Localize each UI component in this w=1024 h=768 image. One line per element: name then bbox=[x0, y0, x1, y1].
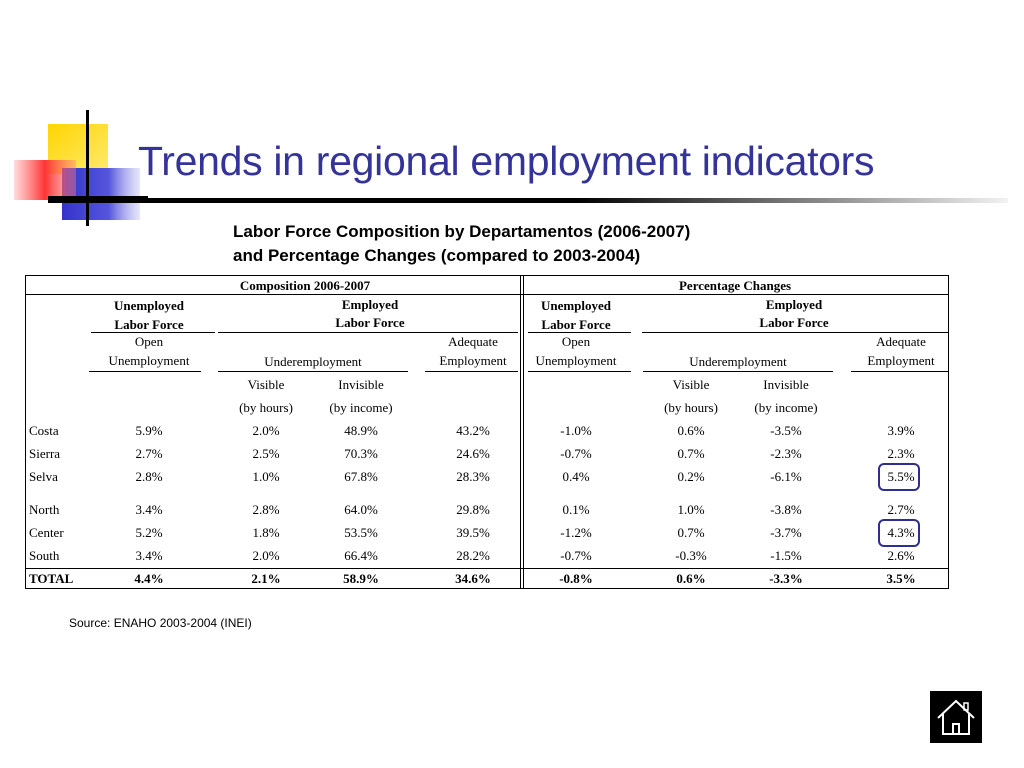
cell-value: 0.7% bbox=[677, 446, 705, 461]
header-adequate-right-2: Employment bbox=[867, 353, 935, 368]
rule-adequate-left bbox=[425, 371, 518, 372]
home-button[interactable] bbox=[930, 691, 982, 743]
section-divider-b bbox=[523, 275, 524, 589]
header-employed-left: Employed bbox=[341, 297, 399, 312]
highlight-center-adequate bbox=[878, 519, 920, 547]
cell-value: -0.7% bbox=[560, 446, 592, 461]
cell-value: -1.2% bbox=[560, 525, 592, 540]
source-note: Source: ENAHO 2003-2004 (INEI) bbox=[69, 616, 252, 630]
rule-unemployed-left bbox=[91, 332, 215, 333]
cell-value: 2.7% bbox=[135, 446, 163, 461]
cell-value: 5.9% bbox=[135, 423, 163, 438]
rule-underemployment-right bbox=[643, 371, 833, 372]
cell-value: -0.7% bbox=[560, 548, 592, 563]
cell-value: 2.8% bbox=[252, 502, 280, 517]
cell-value: -3.7% bbox=[770, 525, 802, 540]
total-value: 4.4% bbox=[134, 571, 164, 586]
table-caption-line-1: Labor Force Composition by Departamentos (2006-2007) bbox=[233, 222, 691, 241]
cell-value: -2.3% bbox=[770, 446, 802, 461]
cell-value: 43.2% bbox=[456, 423, 490, 438]
region-label: Costa bbox=[29, 423, 59, 438]
region-label: South bbox=[29, 548, 60, 563]
cell-value: 3.9% bbox=[887, 423, 915, 438]
table-border-left bbox=[25, 275, 26, 589]
section-divider-a bbox=[520, 275, 521, 589]
header-open-left-2: Unemployment bbox=[108, 353, 190, 368]
total-label: TOTAL bbox=[29, 571, 74, 586]
cell-value: 4.3% bbox=[887, 525, 915, 540]
header-employed-left-2: Labor Force bbox=[335, 315, 405, 330]
total-rule bbox=[25, 568, 949, 569]
cell-value: 1.0% bbox=[677, 502, 705, 517]
region-label: Selva bbox=[29, 469, 58, 484]
rule-unemployed-right bbox=[528, 332, 631, 333]
cell-value: 24.6% bbox=[456, 446, 490, 461]
header-unemployed-right-2: Labor Force bbox=[541, 317, 611, 332]
header-unemployed-left: Unemployed bbox=[113, 298, 185, 313]
group-header-rule bbox=[25, 294, 949, 295]
header-adequate-left: Adequate bbox=[448, 334, 498, 349]
table-border-bottom bbox=[25, 588, 949, 589]
table-caption bbox=[233, 220, 690, 268]
header-invisible-right-2: (by income) bbox=[754, 400, 818, 415]
group-header-percentage-changes: Percentage Changes bbox=[678, 278, 792, 293]
cell-value: -3.8% bbox=[770, 502, 802, 517]
logo-squares bbox=[0, 0, 150, 240]
header-underemployment-left: Underemployment bbox=[264, 354, 362, 369]
region-label: Sierra bbox=[29, 446, 61, 461]
total-value: -3.3% bbox=[769, 571, 803, 586]
total-value: 2.1% bbox=[251, 571, 281, 586]
cell-value: 0.4% bbox=[562, 469, 590, 484]
header-open-left: Open bbox=[134, 334, 164, 349]
cell-value: 29.8% bbox=[456, 502, 490, 517]
header-invisible-left: Invisible bbox=[338, 377, 384, 392]
rule-open-left bbox=[89, 371, 201, 372]
header-unemployed-left-2: Labor Force bbox=[114, 317, 184, 332]
cell-value: 3.4% bbox=[135, 548, 163, 563]
cell-value: 0.2% bbox=[677, 469, 705, 484]
title-underline bbox=[48, 198, 1008, 203]
rule-open-right bbox=[528, 371, 631, 372]
rule-employed-right bbox=[642, 332, 948, 333]
cell-value: -1.0% bbox=[560, 423, 592, 438]
table-border-top bbox=[25, 275, 949, 276]
header-adequate-left-2: Employment bbox=[439, 353, 507, 368]
cell-value: 2.5% bbox=[252, 446, 280, 461]
cell-value: 1.8% bbox=[252, 525, 280, 540]
cell-value: 64.0% bbox=[344, 502, 378, 517]
total-value: 58.9% bbox=[343, 571, 379, 586]
header-employed-right-2: Labor Force bbox=[759, 315, 829, 330]
employment-table bbox=[25, 275, 949, 589]
cell-value: -6.1% bbox=[770, 469, 802, 484]
header-visible-right: Visible bbox=[672, 377, 710, 392]
header-invisible-right: Invisible bbox=[763, 377, 809, 392]
cell-value: 5.2% bbox=[135, 525, 163, 540]
rule-adequate-right bbox=[851, 371, 948, 372]
cell-value: 2.3% bbox=[887, 446, 915, 461]
header-visible-left: Visible bbox=[247, 377, 285, 392]
cell-value: 5.5% bbox=[887, 469, 915, 484]
cell-value: 53.5% bbox=[344, 525, 378, 540]
header-visible-left-2: (by hours) bbox=[239, 400, 293, 415]
rule-employed-left bbox=[218, 332, 518, 333]
cell-value: 67.8% bbox=[344, 469, 378, 484]
cell-value: 2.8% bbox=[135, 469, 163, 484]
home-icon bbox=[930, 691, 982, 743]
header-invisible-left-2: (by income) bbox=[329, 400, 393, 415]
cell-value: 39.5% bbox=[456, 525, 490, 540]
total-value: 0.6% bbox=[676, 571, 706, 586]
header-unemployed-right: Unemployed bbox=[540, 298, 612, 313]
header-employed-right: Employed bbox=[765, 297, 823, 312]
header-underemployment-right: Underemployment bbox=[689, 354, 787, 369]
cell-value: 2.0% bbox=[252, 548, 280, 563]
slide-title: Trends in regional employment indicators bbox=[138, 138, 875, 184]
region-label: North bbox=[29, 502, 60, 517]
total-value: 34.6% bbox=[455, 571, 491, 586]
cell-value: 48.9% bbox=[344, 423, 378, 438]
cell-value: 1.0% bbox=[252, 469, 280, 484]
cell-value: -3.5% bbox=[770, 423, 802, 438]
cell-value: -0.3% bbox=[675, 548, 707, 563]
cell-value: 2.0% bbox=[252, 423, 280, 438]
table-border-right bbox=[948, 275, 949, 589]
cell-value: 66.4% bbox=[344, 548, 378, 563]
total-value: 3.5% bbox=[886, 571, 916, 586]
group-header-composition: Composition 2006-2007 bbox=[239, 278, 371, 293]
cell-value: 2.6% bbox=[887, 548, 915, 563]
cell-value: 0.6% bbox=[677, 423, 705, 438]
cell-value: 70.3% bbox=[344, 446, 378, 461]
cell-value: 28.3% bbox=[456, 469, 490, 484]
table-caption-line-2: and Percentage Changes (compared to 2003-2004) bbox=[233, 246, 641, 265]
header-open-right: Open bbox=[561, 334, 591, 349]
cell-value: -1.5% bbox=[770, 548, 802, 563]
cell-value: 2.7% bbox=[887, 502, 915, 517]
header-open-right-2: Unemployment bbox=[535, 353, 617, 368]
cell-value: 28.2% bbox=[456, 548, 490, 563]
header-adequate-right: Adequate bbox=[876, 334, 926, 349]
total-value: -0.8% bbox=[559, 571, 593, 586]
region-label: Center bbox=[29, 525, 64, 540]
cell-value: 3.4% bbox=[135, 502, 163, 517]
highlight-selva-adequate bbox=[878, 463, 920, 491]
cell-value: 0.7% bbox=[677, 525, 705, 540]
rule-underemployment-left bbox=[218, 371, 408, 372]
cell-value: 0.1% bbox=[562, 502, 590, 517]
header-visible-right-2: (by hours) bbox=[664, 400, 718, 415]
